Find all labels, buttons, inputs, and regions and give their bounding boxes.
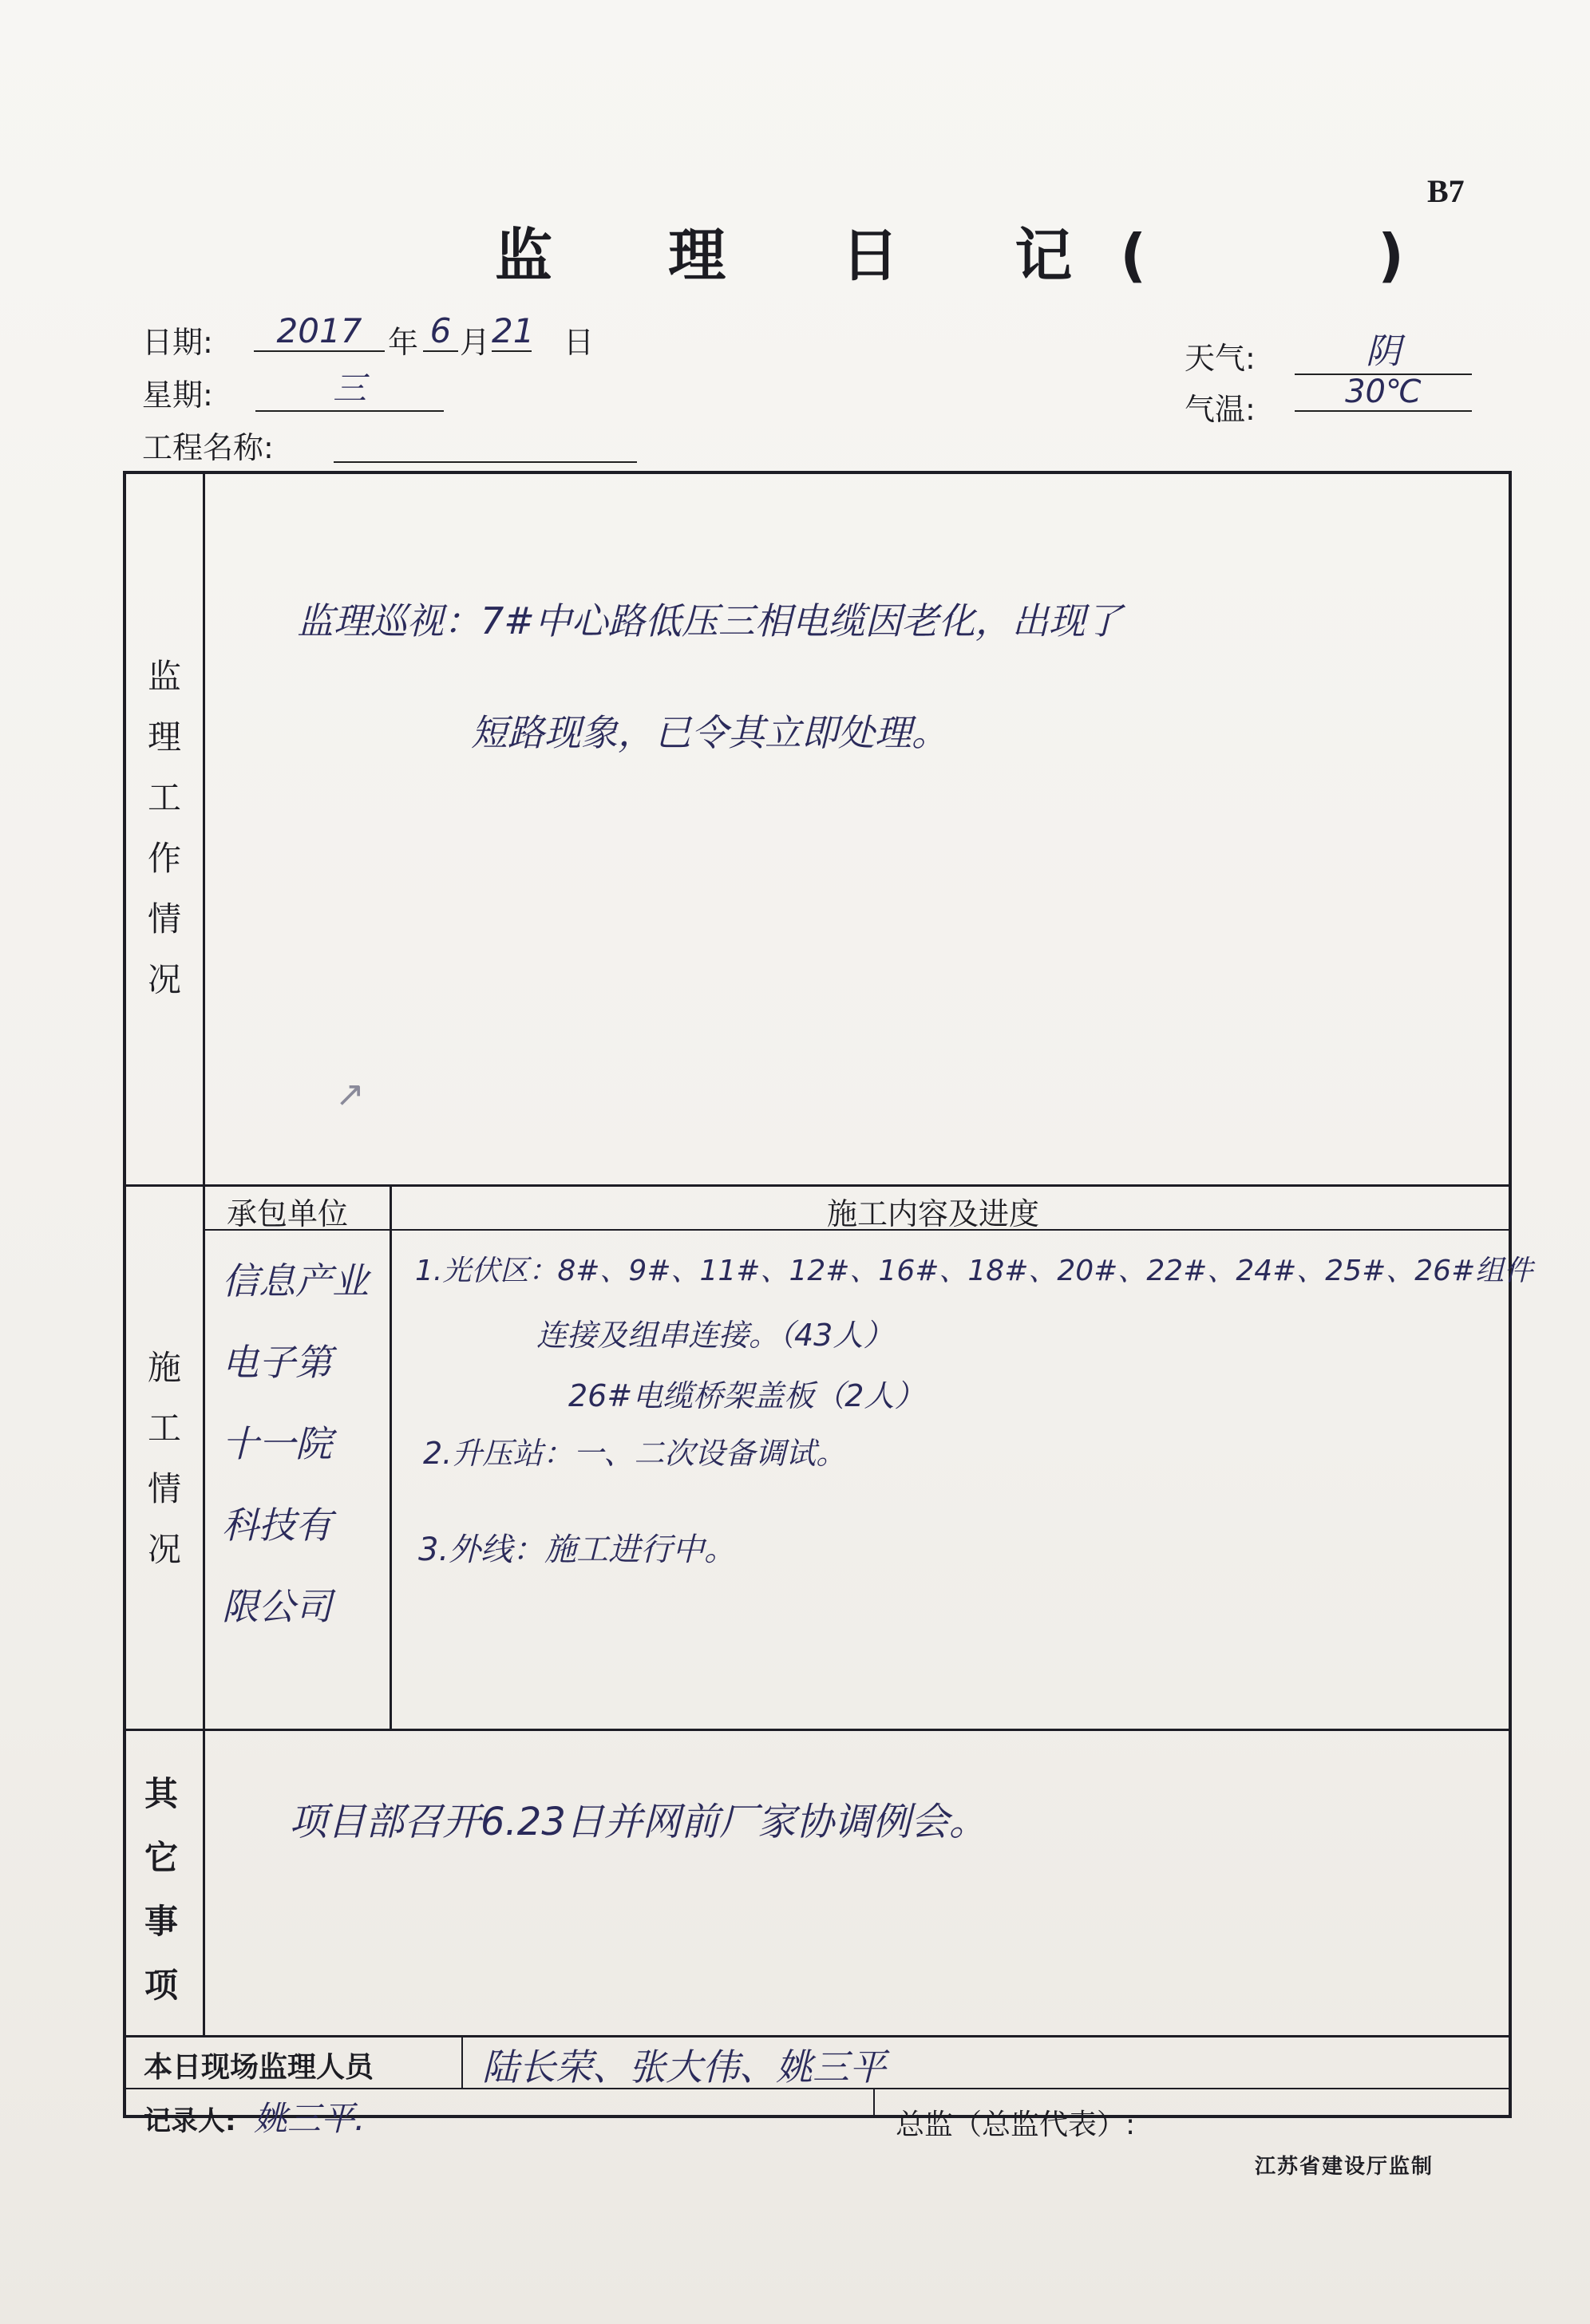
title-close: ): [1378, 222, 1405, 289]
project-label: 工程名称:: [142, 430, 274, 465]
construction-item: 连接及组串连接。（43人）: [536, 1318, 894, 1353]
title-text: 监 理 日 记(: [495, 222, 1195, 289]
supervision-line-1: 监理巡视：7#中心路低压三相电缆因老化，出现了: [297, 599, 1122, 642]
stray-mark: ↗: [335, 1074, 365, 1115]
weekday-label: 星期:: [142, 377, 213, 413]
temp-value: 30℃: [1295, 374, 1472, 412]
other-label-char: 其: [144, 1774, 178, 1813]
supervision-label-char: 理: [147, 717, 181, 757]
footer-issuer: 江苏省建设厅监制: [1254, 2155, 1434, 2179]
other-label-char: 它: [144, 1838, 178, 1877]
day-unit: 日: [564, 325, 595, 360]
other-label-char: 项: [144, 1966, 178, 2005]
weather-value: 阴: [1295, 322, 1472, 375]
staff-names: 陆长荣、张大伟、姚三平: [482, 2045, 886, 2089]
other-text: 项目部召开6.23日并网前厂家协调例会。: [289, 1800, 987, 1844]
date-label: 日期:: [142, 325, 213, 360]
weather-label: 天气:: [1185, 341, 1256, 376]
supervision-label-char: 况: [147, 960, 181, 999]
date-month: 6: [423, 311, 458, 352]
col-content-header: 施工内容及进度: [827, 1196, 1040, 1231]
other-label: [137, 1762, 185, 2018]
staff-label: 本日现场监理人员: [144, 2051, 374, 2084]
date-day: 21: [492, 311, 535, 350]
weekday-value: 三: [255, 362, 444, 412]
other-label-char: 事: [144, 1902, 178, 1941]
month-unit: 月: [460, 325, 491, 360]
contractor-line: 十一院: [222, 1422, 332, 1465]
col-contractor-header: 承包单位: [227, 1196, 349, 1231]
construction-item: 2.升压站：一、二次设备调试。: [423, 1436, 847, 1471]
supervision-label-char: 作: [147, 839, 181, 878]
project-value: [334, 461, 637, 463]
construction-item: 3.外线：施工进行中。: [418, 1532, 737, 1568]
contractor-line: 电子第: [222, 1341, 332, 1384]
construction-item: 26#电缆桥架盖板（2人）: [568, 1378, 925, 1413]
recorder-label: 记录人:: [144, 2105, 236, 2137]
contractor-line: 限公司: [222, 1585, 332, 1628]
supervision-label-char: 监: [147, 657, 181, 696]
supervision-label-char: 工: [147, 778, 181, 817]
construction-item: 1.光伏区：8#、9#、11#、12#、16#、18#、20#、22#、24#、25#、26#组件: [415, 1255, 1533, 1287]
construction-label-char: 施: [147, 1348, 181, 1387]
form-code: B7: [1427, 173, 1465, 209]
supervision-line-2: 短路现象，已令其立即处理。: [471, 711, 948, 754]
construction-label-char: 工: [147, 1409, 181, 1448]
contractor-cell: [222, 1240, 369, 1647]
contractor-line: 科技有: [222, 1504, 332, 1547]
construction-label-char: 情: [147, 1469, 181, 1508]
temp-label: 气温:: [1185, 392, 1256, 427]
page-title: [495, 209, 1404, 292]
construction-label-char: 况: [147, 1530, 181, 1569]
construction-label: [140, 1338, 188, 1580]
supervision-label-char: 情: [147, 899, 181, 939]
chief-label: 总监（总监代表）:: [896, 2109, 1136, 2141]
year-unit: 年: [388, 325, 419, 360]
contractor-line: 信息产业: [222, 1259, 369, 1302]
supervision-label: [140, 646, 188, 1010]
recorder-name: 姚三平.: [254, 2099, 366, 2138]
date-year: 2017: [254, 311, 385, 352]
